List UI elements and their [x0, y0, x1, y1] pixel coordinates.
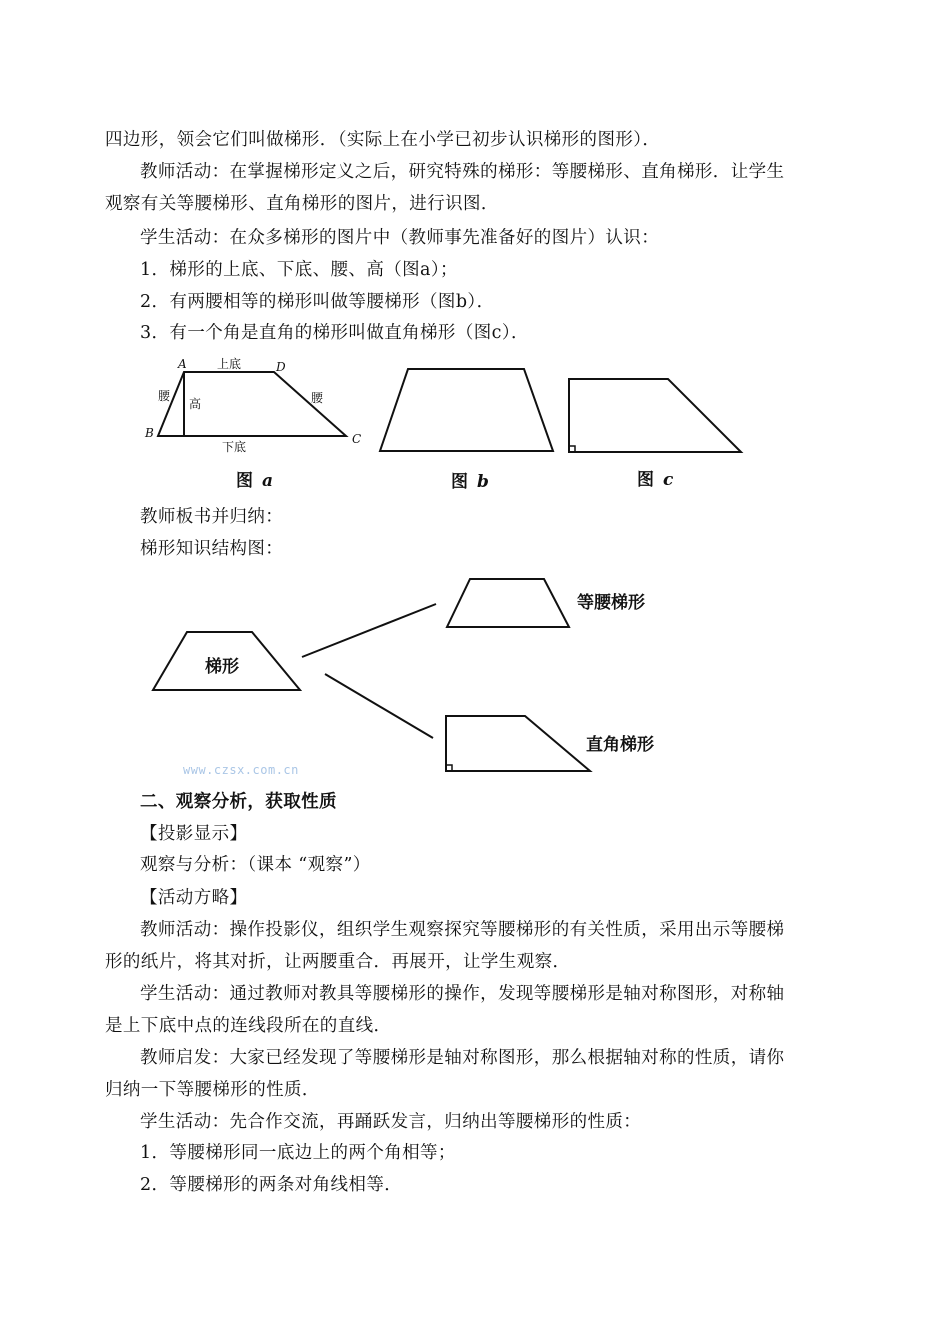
watermark: www.czsx.com.cn: [183, 763, 299, 777]
text-line: 教师活动：在掌握梯形定义之后，研究特殊的梯形：等腰梯形、直角梯形．让学生: [140, 162, 785, 182]
section-heading: 二、观察分析，获取性质: [140, 792, 337, 812]
text-line: 【投影显示】: [140, 824, 248, 844]
right-leg-label: 腰: [311, 391, 324, 405]
caption-c-prefix: 图: [637, 470, 654, 490]
trapezoid-label: 梯形: [205, 657, 239, 677]
text-line: 学生活动：在众多梯形的图片中（教师事先准备好的图片）认识：: [140, 228, 660, 248]
right-trapezoid-shape: [446, 716, 590, 771]
height-label: 高: [189, 397, 202, 411]
list-item: 2．等腰梯形的两条对角线相等．: [140, 1175, 403, 1195]
bottom-base-label: 下底: [222, 440, 247, 454]
branch-line-upper: [302, 604, 436, 657]
text-line: 归纳一下等腰梯形的性质．: [105, 1080, 320, 1100]
top-base-label: 上底: [217, 357, 242, 371]
vertex-b-label: B: [145, 426, 154, 440]
text-line: 观察与分析：（课本 “观察”）: [140, 855, 371, 875]
text-line: 教师启发：大家已经发现了等腰梯形是轴对称图形，那么根据轴对称的性质，请你: [140, 1048, 785, 1068]
text-line: 梯形知识结构图：: [140, 539, 284, 559]
isosceles-trapezoid-label: 等腰梯形: [577, 593, 645, 613]
vertex-a-label: A: [178, 357, 187, 371]
list-item: 1．等腰梯形同一底边上的两个角相等；: [140, 1143, 456, 1163]
text-line: 四边形，领会它们叫做梯形．（实际上在小学已初步认识梯形的图形）．: [105, 130, 661, 150]
caption-a-letter: a: [262, 471, 274, 491]
caption-c-letter: c: [663, 470, 674, 490]
list-item: 2．有两腰相等的梯形叫做等腰梯形（图b）．: [140, 292, 495, 312]
right-trapezoid-label: 直角梯形: [586, 735, 654, 755]
branch-line-lower: [325, 674, 433, 738]
text-line: 【活动方略】: [140, 888, 248, 908]
caption-b-letter: b: [477, 472, 489, 492]
text-line: 是上下底中点的连线段所在的直线．: [105, 1016, 392, 1036]
text-line: 学生活动：先合作交流，再踊跃发言，归纳出等腰梯形的性质：: [140, 1112, 642, 1132]
text-line: 教师板书并归纳：: [140, 507, 284, 527]
isosceles-trapezoid-shape: [447, 579, 569, 627]
text-line: 教师活动：操作投影仪，组织学生观察探究等腰梯形的有关性质，采用出示等腰梯: [140, 920, 785, 940]
text-line: 形的纸片，将其对折，让两腰重合．再展开，让学生观察．: [105, 952, 571, 972]
caption-a-prefix: 图: [236, 471, 253, 491]
list-item: 3．有一个角是直角的梯形叫做直角梯形（图c）．: [140, 323, 529, 343]
left-leg-label: 腰: [158, 389, 171, 403]
text-line: 学生活动：通过教师对教具等腰梯形的操作，发现等腰梯形是轴对称图形，对称轴: [140, 984, 785, 1004]
vertex-c-label: C: [352, 432, 362, 446]
vertex-d-label: D: [276, 360, 286, 374]
list-item: 1．梯形的上底、下底、腰、高（图a）；: [140, 260, 458, 280]
caption-b-prefix: 图: [451, 472, 468, 492]
text-line: 观察有关等腰梯形、直角梯形的图片，进行识图．: [105, 194, 499, 214]
